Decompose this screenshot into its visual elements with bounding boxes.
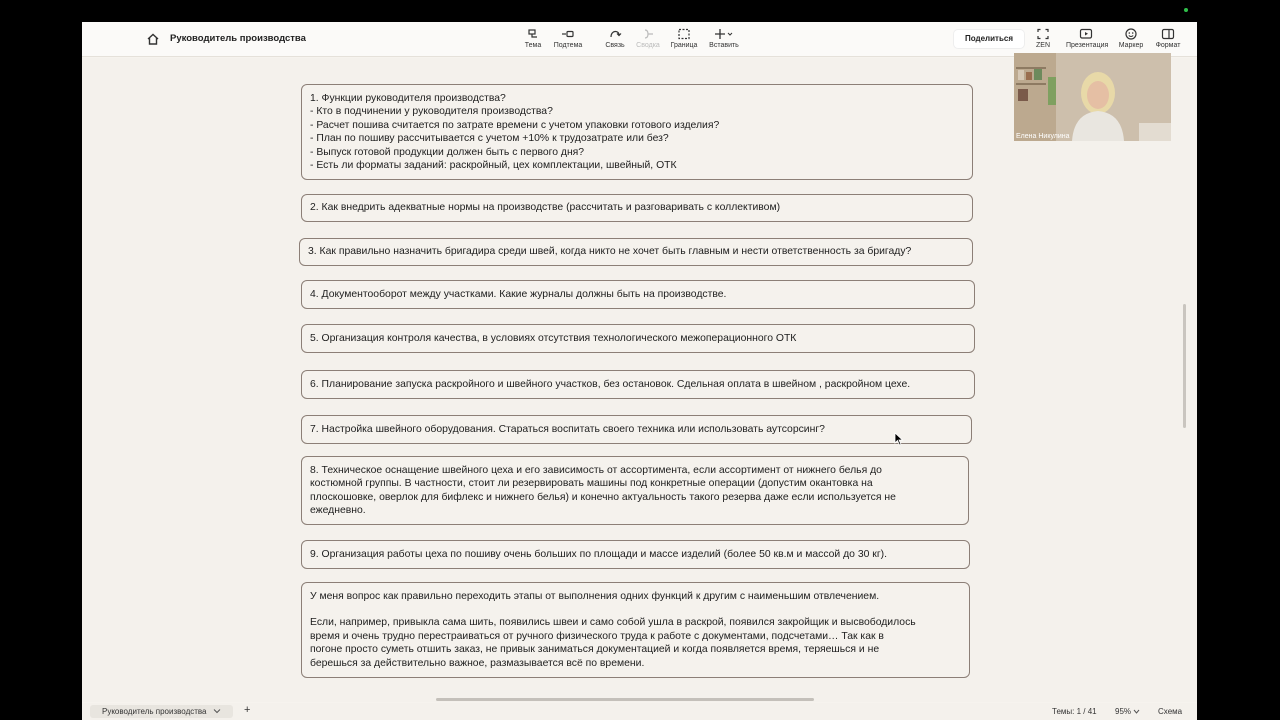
topic-card-1[interactable] [301,84,973,180]
tool-boundary-label: Граница [670,42,698,49]
topic-line: погоне просто суметь отшить заказ, не привык заниматься документацией и когда появляется время, теряешься и не [310,644,880,656]
topic-card-6[interactable] [301,370,975,399]
topic-line: - Кто в подчинении у руководителя производства? [310,106,553,118]
topic-card-7[interactable] [301,415,972,444]
tool-marker[interactable] [1111,28,1151,49]
topics-counter: Темы: 1 / 41 [1052,707,1097,716]
chevron-down-icon [1133,709,1140,714]
topic-line: 2. Как внедрить адекватные нормы на производстве (рассчитать и разговаривать с коллективом) [310,202,781,214]
topic-line: У меня вопрос как правильно переходить этапы от выполнения одних функций к другим с наименьшим отвлечением. [310,591,880,602]
tool-subtopic[interactable] [548,28,588,49]
subtopic-icon [561,28,575,40]
topic-line: 1. Функции руководителя производства? [310,93,506,104]
tool-zen[interactable] [1023,28,1063,49]
vertical-scrollbar[interactable] [1183,304,1186,428]
topic-card-4[interactable] [301,280,975,309]
tool-marker-label: Маркер [1118,42,1144,49]
topic-line: 4. Документооборот между участками. Какие журналы должны быть на производстве. [310,288,727,300]
topic-line: берешься за действительно важное, размазывается всё по времени. [310,657,645,669]
view-mode[interactable]: Схема [1158,707,1183,716]
topic-card-8[interactable] [301,456,969,525]
topic-line: - Выпуск готовой продукции должен быть с первого дня? [310,146,585,158]
mouse-cursor-icon [894,432,904,446]
tool-theme[interactable] [513,28,553,49]
topic-card-2[interactable] [301,194,973,222]
tool-summary[interactable] [628,28,668,49]
relationship-icon [608,28,622,40]
boundary-icon [677,28,691,40]
tool-zen-label: ZEN [1036,42,1050,49]
tool-insert-label: Вставить [709,42,739,49]
sheet-tab[interactable] [90,705,233,718]
status-bar [82,703,1197,720]
zoom-level[interactable] [1115,707,1140,716]
camera-indicator [1184,8,1188,12]
sheet-tab-label: Руководитель производства [102,707,207,716]
tool-subtopic-label: Подтема [553,42,583,49]
top-toolbar [82,22,1197,57]
presentation-icon [1079,28,1093,40]
participant-photo [1014,53,1171,141]
topic-line: время и очень трудно перестраиваться от ручного физического труда к работе с документами, подсчетами… Так как в [310,630,884,642]
topic-card-5[interactable] [301,324,975,353]
add-sheet-button[interactable]: + [244,704,251,716]
home-icon[interactable] [146,32,160,46]
topic-line: 5. Организация контроля качества, в условиях отсутствия технологического межоперационного ОТК [310,332,797,344]
topic-line: 3. Как правильно назначить бригадира среди швей, когда никто не хочет быть главным и нести ответственность за бригаду? [308,246,912,258]
zen-icon [1036,28,1050,40]
topic-card-9[interactable] [301,540,970,569]
tool-presentation[interactable] [1066,28,1109,49]
app-window [82,22,1197,720]
share-button[interactable]: Поделиться [954,30,1024,48]
tool-presentation-label: Презентация [1066,42,1109,49]
tool-boundary[interactable] [664,28,704,49]
participant-name: Елена Никулина [1016,133,1070,140]
topic-card-3[interactable] [299,238,973,266]
topic-line: 9. Организация работы цеха по пошиву очень больших по площади и массе изделий (более 50 кв.м и массой до 30 кг). [310,548,887,560]
tool-theme-label: Тема [524,42,542,49]
topic-line: - Есть ли форматы заданий: раскройный, цех комплектации, швейный, ОТК [310,160,677,172]
marker-icon [1124,28,1138,40]
topic-line: - Расчет пошива считается по затрате времени с учетом упаковки готового изделия? [310,119,720,131]
tool-relationship-label: Связь [605,42,625,49]
topic-line: плоскошовке, оверлок для бифлекс и нижнего белья) и конечно актуальность такого резерва даже если используется не [310,491,896,503]
participant-video[interactable] [1014,53,1171,141]
topic-line: Если, например, привыкла сама шить, появились швеи и само собой ушла в раскрой, появился закройщик и высвободилось [310,617,916,629]
tool-format[interactable] [1148,28,1188,49]
insert-icon [713,28,735,40]
document-title: Руководитель производства [170,33,306,44]
tool-summary-label: Сводка [636,42,660,49]
topic-line: 6. Планирование запуска раскройного и швейного участков, без остановок. Сдельная оплата в швейном , раскройном цехе. [310,378,911,390]
zoom-value: 95% [1115,707,1132,716]
topic-card-10[interactable] [301,582,970,678]
tool-insert[interactable] [704,28,744,49]
tool-format-label: Формат [1155,42,1181,49]
chevron-down-icon [213,708,221,714]
topic-line: ежедневно. [310,505,366,517]
topic-line: 7. Настройка швейного оборудования. Стараться воспитать своего техника или использовать аутсорсинг? [310,423,825,435]
topic-line: костюмной группы. В частности, стоит ли резервировать машины под конкретные операции (допустим окантовка на [310,478,873,490]
topic-line: - План по пошиву рассчитывается с учетом +10% к трудозатрате или без? [310,133,669,145]
theme-icon [526,28,540,40]
format-icon [1161,28,1175,40]
topic-line: 8. Техническое оснащение швейного цеха и его зависимость от ассортимента, если ассортимент от нижнего белья до [310,465,882,476]
summary-icon [641,28,655,40]
horizontal-scrollbar[interactable] [436,698,814,701]
